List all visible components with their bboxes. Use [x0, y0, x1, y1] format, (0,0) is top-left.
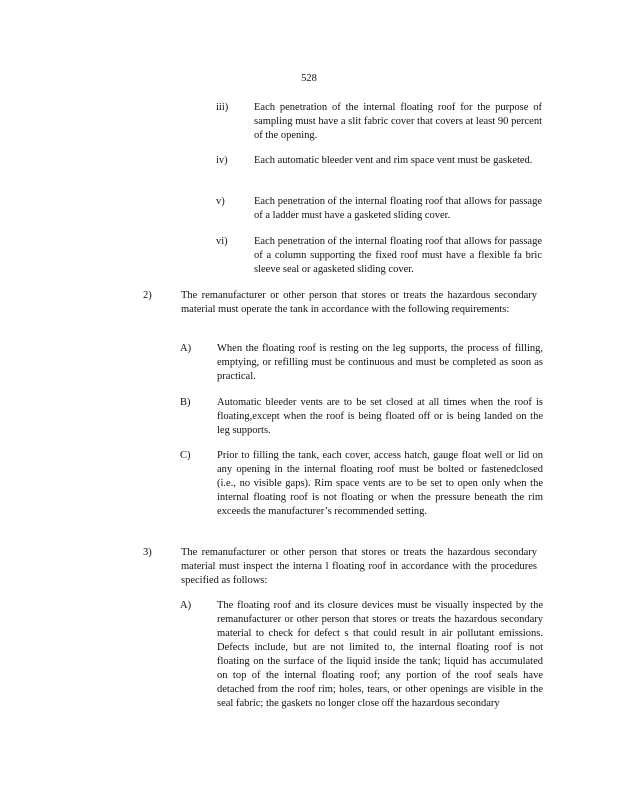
item-label: B) — [180, 397, 191, 408]
item-label: 2) — [143, 290, 152, 301]
page-number: 528 — [301, 73, 317, 84]
item-label: iv) — [216, 155, 228, 166]
item-text: The remanufacturer or other person that stores or treats the hazardous secondary material must inspect the interna l floating roof in accordance with the procedures specified as follows: — [181, 547, 537, 586]
item-text: Automatic bleeder vents are to be set closed at all times when the roof is floating,except when the roof is being floated off or is being landed on the leg supports. — [217, 397, 543, 436]
item-label: A) — [180, 343, 192, 354]
item-text: Each automatic bleeder vent and rim space vent must be gasketed. — [254, 155, 533, 166]
item-label: C) — [180, 450, 191, 461]
item-text: Each penetration of the internal floating roof for the purpose of sampling must have a slit fabric cover that covers at least 90 percent of the opening. — [254, 102, 542, 141]
item-text: When the floating roof is resting on the leg supports, the process of filling, emptying, or refilling must be continuous and must be completed as soon as practical. — [217, 343, 543, 382]
item-label: A) — [180, 600, 192, 611]
item-text: The floating roof and its closure devices must be visually inspected by the remanufacturer or other person that stores or treats the hazardous secondary material to check for defect s that could result in air pollutant emissions. Defects include, but are not limited to, the internal floating roof is not floating on the surface of the liquid inside the tank; liquid has accumulated on top of the internal floating roof; any portion of the roof seals have detached from the roof rim; holes, tears, or other openings are visible in the seal fabric; the gaskets no longer close off the hazardous secondary — [217, 600, 543, 709]
item-label: vi) — [216, 236, 228, 247]
item-label: 3) — [143, 547, 152, 558]
item-text: Prior to filling the tank, each cover, access hatch, gauge float well or lid on any opening in the internal floating roof must be bolted or fastenedclosed (i.e., no visible gaps). Rim space vents are to be set to open only when the internal floating roof is not floating or when the pressure beneath the rim exceeds the manufacturer’s recommended setting. — [217, 450, 543, 517]
item-text: The remanufacturer or other person that stores or treats the hazardous secondary material must operate the tank in accordance with the following requirements: — [181, 290, 537, 315]
item-text: Each penetration of the internal floating roof that allows for passage of a ladder must have a gasketed sliding cover. — [254, 196, 542, 221]
item-label: iii) — [216, 102, 229, 113]
item-label: v) — [216, 196, 225, 207]
item-text: Each penetration of the internal floating roof that allows for passage of a column supporting the fixed roof must have a flexible fa bric sleeve seal or agasketed sliding cover. — [254, 236, 542, 275]
